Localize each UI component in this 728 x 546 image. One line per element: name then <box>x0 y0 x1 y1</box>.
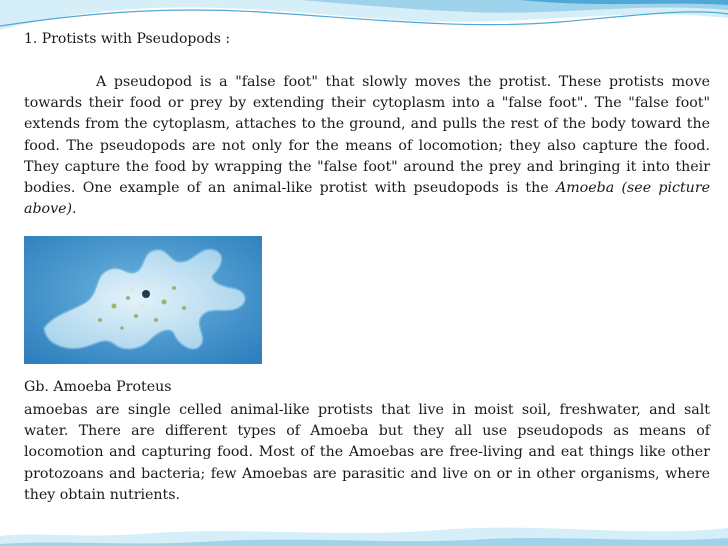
amoeba-description-paragraph: amoebas are single celled animal-like protists that live in moist soil, freshwater, and salt water. There are different types of Amoeba but they all use pseudopods as means of locomotion and capturing food. Most of the Amoebas are free-living and eat things like other protozoans and bacteria; few Amoebas are parasitic and live on or in other organisms, where they obtain nutrients. <box>24 402 710 503</box>
pseudopod-paragraph-text: A pseudopod is a "false foot" that slowly moves the protist. These protists move towards their food or prey by extending their cytoplasm into a "false foot". The "false foot" extends from the cytoplasm, attaches to the ground, and pulls the rest of the body toward the food. The pseudopods are not only for the means of locomotion; they also capture the food. They capture the food by wrapping the "false foot" around the prey and bringing it into their bodies. One example of an animal-like protist with pseudopods is the <box>24 74 710 197</box>
amoeba-reference: Amoeba (see picture above) <box>24 180 710 218</box>
pseudopod-paragraph <box>24 72 710 220</box>
section-heading: 1. Protists with Pseudopods : <box>24 31 231 47</box>
pseudopod-paragraph-end: . <box>72 201 77 218</box>
image-caption: Gb. Amoeba Proteus <box>24 379 172 395</box>
bottom-wave-decoration <box>0 520 728 546</box>
amoeba-image <box>24 236 262 364</box>
